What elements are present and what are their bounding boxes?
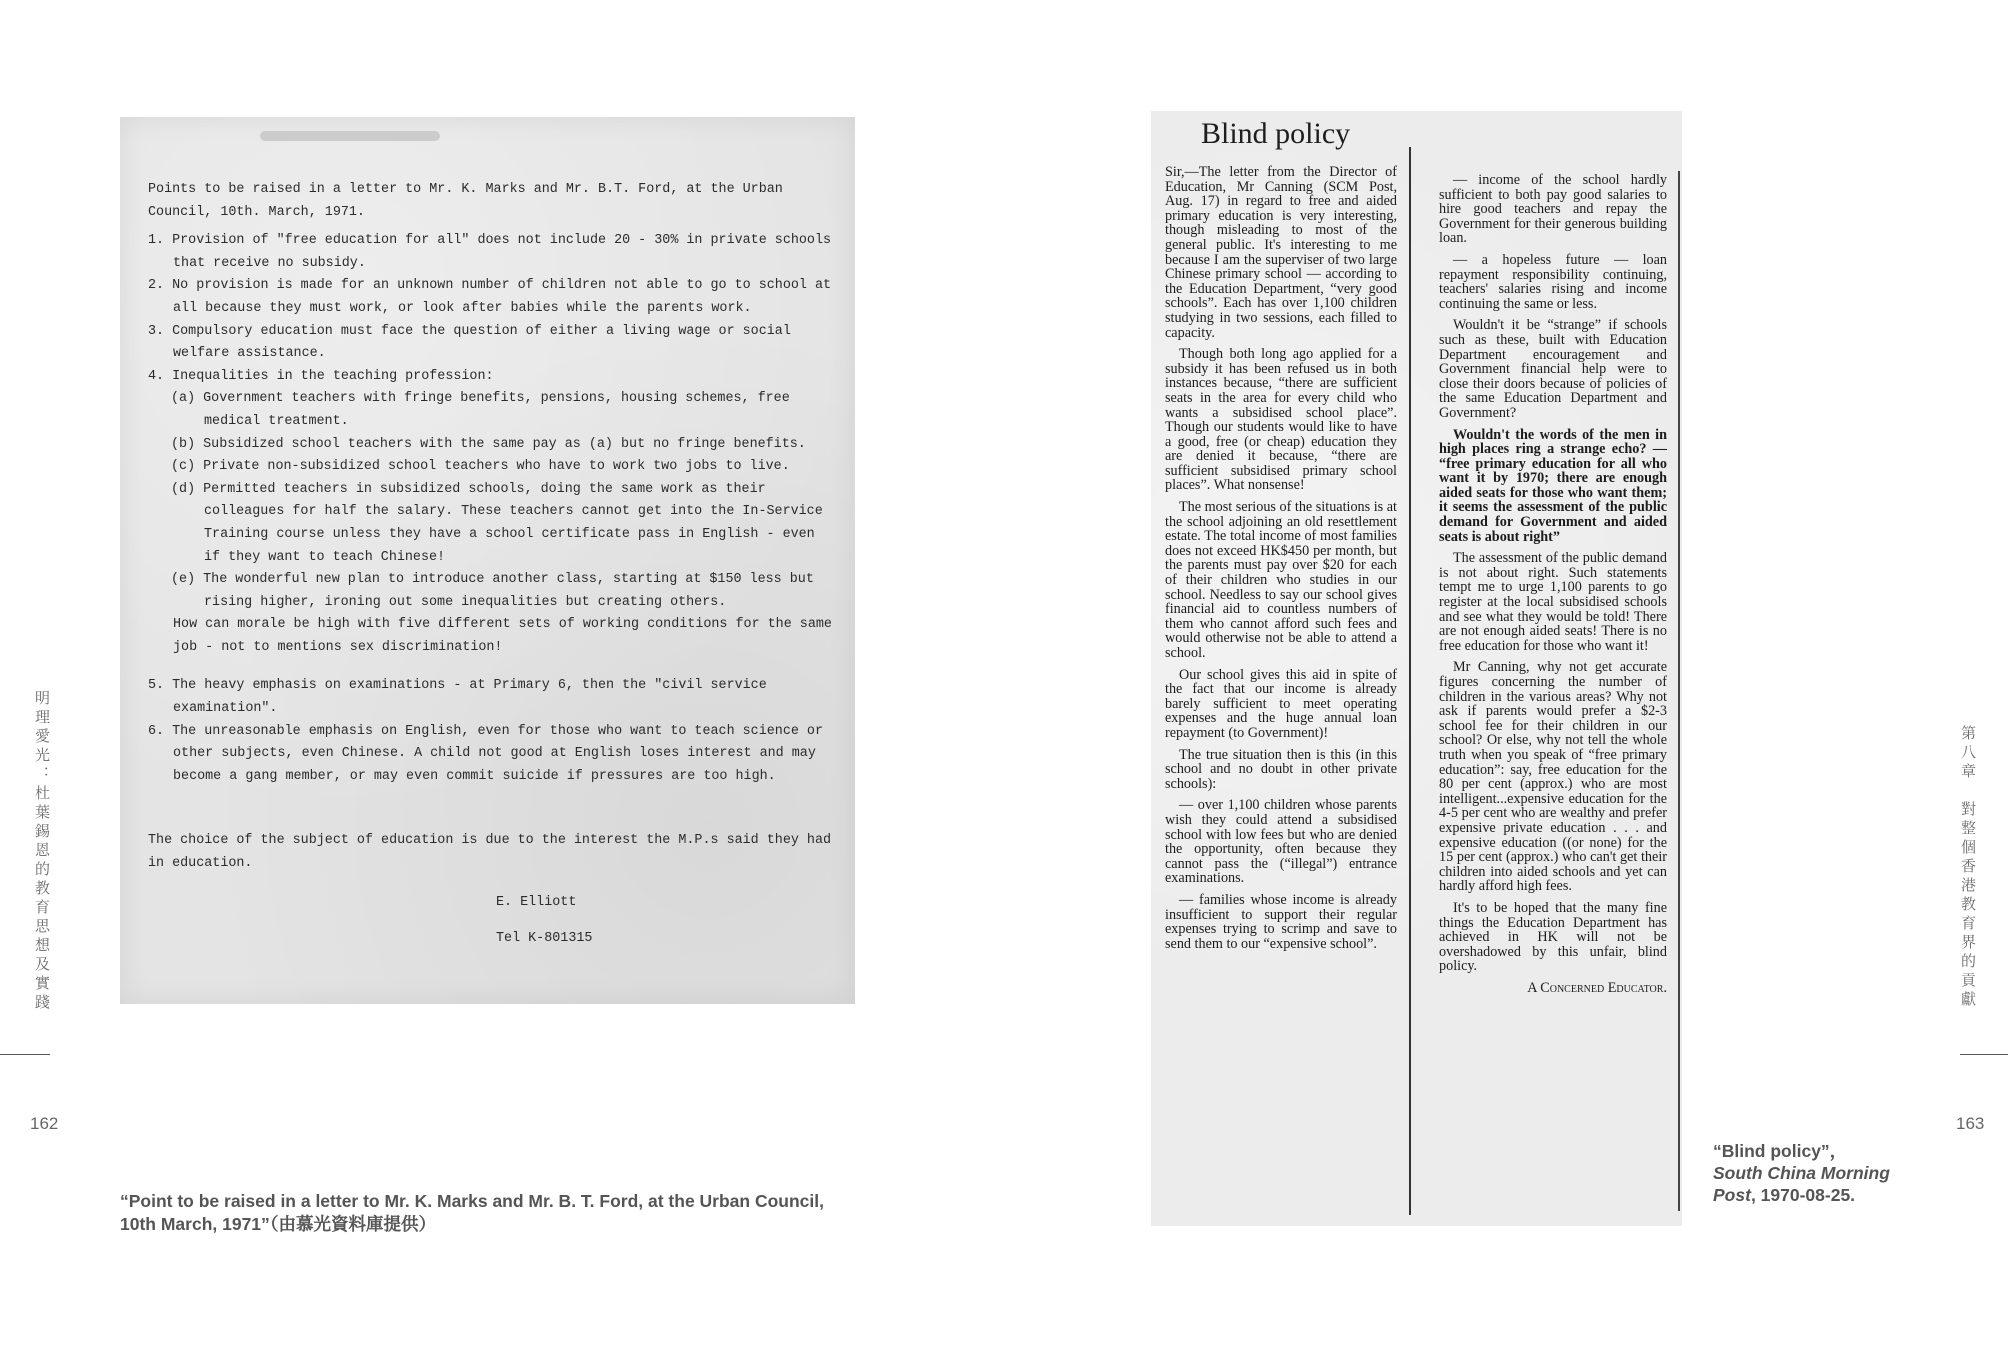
clipping-paragraph: It's to be hoped that the many fine things the Education Department has achieved in HK will not be overshadowed by this unfair, blind policy. bbox=[1439, 899, 1667, 975]
clipping-paragraph: Mr Canning, why not get accurate figures concerning the number of children in the various areas? Why not ask if parents would prefer a $2-3 school fee for their children in our school? Or else, why not tell the whole truth when you speak of “free primary education”: say, free education for the 80 per cent (approx.) who are most intelligent...expensive education for the 4-5 per cent who are wealthy and prefer expensive private education . . . and expensive education ((or none) for the 15 per cent (approx.) who can't get their children into aided schools and yet can hardly afford high fees. bbox=[1439, 659, 1667, 895]
letter-item-5: 5. The heavy emphasis on examinations - at Primary 6, then the "civil service examination". bbox=[148, 678, 767, 717]
clipping-left-column bbox=[1165, 165, 1397, 958]
clipping-paragraph: The true situation then is this (in this school and no doubt in other private schools): bbox=[1165, 746, 1397, 792]
clipping-paragraph: Our school gives this aid in spite of the fact that our income is already barely sufficient to meet operating expenses and the huge annual loan repayment (to Government)! bbox=[1165, 666, 1397, 741]
letter-item-1: 1. Provision of "free education for all" does not include 20 - 30% in private schools that receive no subsidy. bbox=[148, 233, 832, 271]
clipping-title: Blind policy bbox=[1201, 117, 1351, 150]
clipping-paragraph: — over 1,100 children whose parents wish they could attend a subsidised school with low fees but who are denied the opportunity, often because they cannot pass the (“illegal”) entrance examinations. bbox=[1165, 797, 1397, 887]
left-caption: “Point to be raised in a letter to Mr. K. Marks and Mr. B. T. Ford, at the Urban Council, 10th March, 1971”（由慕光資料庫提供） bbox=[120, 1191, 824, 1234]
right-running-title: 第八章 對整個香港教育界的貢獻 bbox=[1959, 725, 1977, 1010]
letter-heading: Points to be raised in a letter to Mr. K. Marks and Mr. B.T. Ford, at the Urban Council, 10th. March, 1971. bbox=[148, 182, 783, 220]
typewritten-letter-image bbox=[120, 117, 855, 1004]
letter-telephone: Tel K-801315 bbox=[496, 931, 593, 947]
clipping-signoff: A Concerned Educator. bbox=[1527, 979, 1667, 996]
clipping-bold-paragraph: Wouldn't the words of the men in high places ring a strange echo? — “free primary education for all who want it by 1970; there are enough aided seats for those who want them; it seems the assessment of the public demand for Government and aided seats is about right” bbox=[1439, 426, 1667, 545]
letter-subitem-e: (e) The wonderful new plan to introduce another class, starting at $150 less but rising higher, ironing out some inequalities but creating others. bbox=[171, 572, 814, 610]
letter-item-6: 6. The unreasonable emphasis on English, even for those who want to teach science or other subjects, even Chinese. A child not good at English loses interest and may become a gang member, or may even commit suicide if pressures are too high. bbox=[148, 723, 823, 784]
letter-signature: E. Elliott bbox=[496, 894, 577, 910]
clipping-paragraph: — families whose income is already insufficient to support their regular expenses trying to scrimp and save to send them to our “expensive school”. bbox=[1165, 891, 1397, 952]
clipping-paragraph: The most serious of the situations is at the school adjoining an old resettlement estate. The total income of most families does not exceed HK$450 per month, but the parents must pay over $20 for each of their children who studies in our school. Needless to say our school gives financial aid to countless numbers of them who cannot afford such fees and would otherwise not be able to attend a school. bbox=[1165, 499, 1397, 661]
letter-subitem-c: (c) Private non-subsidized school teachers who have to work two jobs to live. bbox=[171, 459, 790, 475]
clipping-paragraph: Though both long ago applied for a subsidy it has been refused us in both instances because, “there are sufficient seats in the area for every child who wants a subsidised school place”. Though our students would like to have a good, free (or cheap) education they are denied it because, “there are sufficient subsidised primary school places”. What nonsense! bbox=[1165, 346, 1397, 494]
letter-subitem-b: (b) Subsidized school teachers with the same pay as (a) but no fringe benefits. bbox=[171, 436, 806, 452]
clipping-paragraph: — a hopeless future — loan repayment responsibility continuing, teachers' salaries rising and income continuing the same or less. bbox=[1439, 251, 1667, 312]
right-caption-quote: “Blind policy”， bbox=[1713, 1141, 1848, 1161]
left-page-number: 162 bbox=[30, 1114, 59, 1133]
letter-subitem-d: (d) Permitted teachers in subsidized schools, doing the same work as their colleagues for half the salary. These teachers cannot get into the In-Service Training course unless they have a school certificate pass in English - even if they want to teach Chinese! bbox=[171, 481, 823, 565]
right-caption bbox=[1713, 1140, 1913, 1206]
clipping-paragraph: — income of the school hardly sufficient to both pay good salaries to hire good teachers and repay the Government for their generous building loan. bbox=[1439, 172, 1667, 247]
letter-item-4: 4. Inequalities in the teaching profession: bbox=[148, 368, 494, 384]
letter-item-2: 2. No provision is made for an unknown number of children not able to go to school at all because they must work, or look after babies while the parents work. bbox=[148, 278, 832, 316]
letter-closing: The choice of the subject of education is due to the interest the M.P.s said they had in education. bbox=[148, 833, 832, 872]
clipping-paragraph: Sir,—The letter from the Director of Education, Mr Canning (SCM Post, Aug. 17) in regard to free and aided primary education is very interesting, though misleading to most of the general public. It's interesting to me because I am the superviser of two large Chinese primary school — according to the Education Department, “very good schools”. Each has over 1,100 children studying in two sessions, each filled to capacity. bbox=[1165, 164, 1397, 341]
left-running-title: 明理愛光：杜葉錫恩的教育思想及實踐 bbox=[33, 690, 51, 1013]
letter-item-3: 3. Compulsory education must face the question of either a living wage or social welfare assistance. bbox=[148, 323, 791, 362]
right-caption-date: , 1970-08-25. bbox=[1750, 1185, 1856, 1205]
clipping-right-column bbox=[1439, 173, 1667, 1002]
letter-body bbox=[148, 179, 838, 951]
clipping-paragraph: Wouldn't it be “strange” if schools such as these, built with Education Department encouragement and Government financial help were to close their doors because of policies of the same Education Department and Government? bbox=[1439, 317, 1667, 421]
column-divider bbox=[1409, 147, 1411, 1215]
left-page-rule bbox=[0, 1054, 50, 1055]
right-caption-source: South China Morning Post bbox=[1713, 1163, 1890, 1205]
newspaper-clipping-image bbox=[1151, 111, 1682, 1226]
right-page-rule bbox=[1960, 1054, 2008, 1055]
paper-smudge bbox=[260, 131, 440, 141]
right-page-number: 163 bbox=[1956, 1114, 1985, 1133]
letter-morale: How can morale be high with five different sets of working conditions for the same job - not to mentions sex discrimination! bbox=[173, 617, 832, 655]
clipping-edge bbox=[1678, 171, 1680, 1211]
clipping-paragraph: The assessment of the public demand is not about right. Such statements tempt me to urge 1,100 parents to go register at the local subsidised schools and see what they would be told! There are not enough aided seats! There is no free education for those who want it! bbox=[1439, 550, 1667, 654]
letter-subitem-a: (a) Government teachers with fringe benefits, pensions, housing schemes, free medical treatment. bbox=[171, 391, 790, 429]
